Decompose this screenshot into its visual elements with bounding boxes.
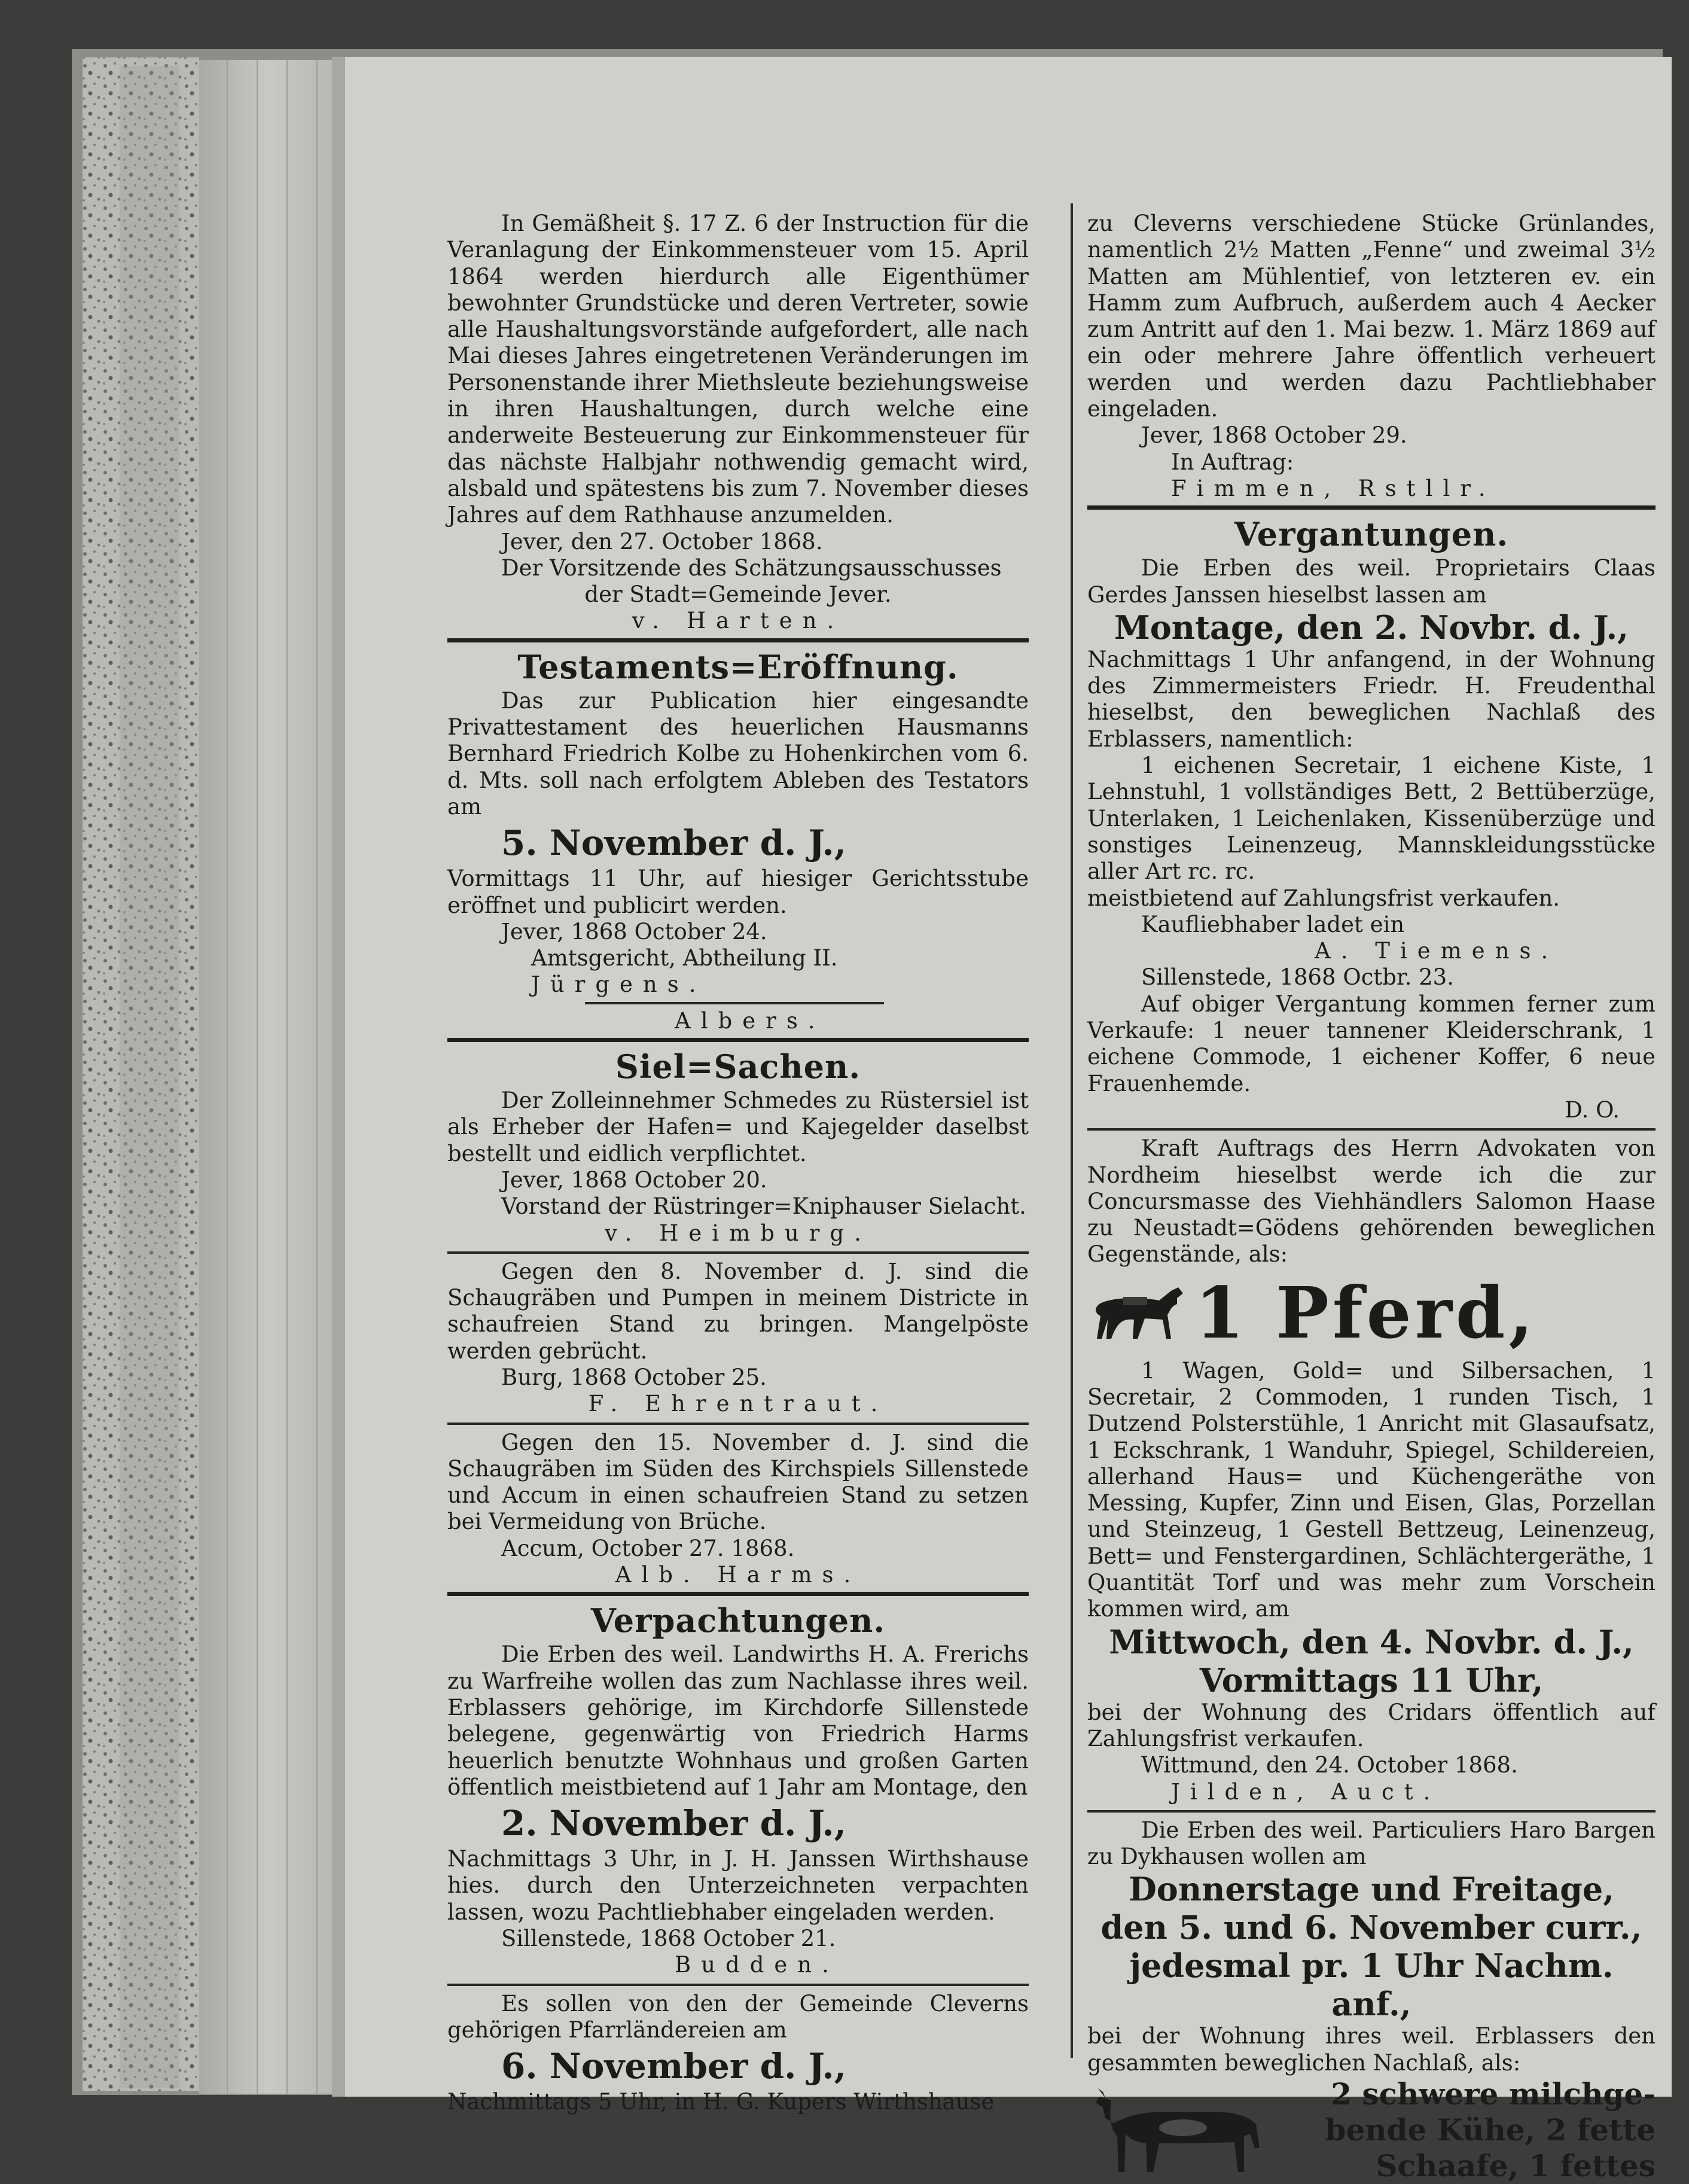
cow-line: Schaafe, 1 fettes (1376, 2148, 1656, 2184)
notice-text: Das zur Publication hier eingesandte Privattestament des heuerlichen Hausmanns Bernhard Friedrich Kolbe zu Hohenkirchen vom 6. d. Mts. soll nach erfolgtem Ableben des Testators am (447, 687, 1029, 820)
section-rule (447, 1592, 1029, 1596)
notice-date: Jever, 1868 October 29. (1141, 422, 1407, 449)
notice-text: Nachmittags 3 Uhr, in J. H. Janssen Wirthshause hies. durch den Unterzeichneten verpachten lassen, wozu Pachtliebhaber eingeladen werden. (447, 1846, 1029, 1925)
notice-date: Wittmund, den 24. October 1868. (1141, 1752, 1518, 1778)
notice-text: meistbietend auf Zahlungsfrist verkaufen. (1087, 885, 1560, 911)
right-column (1087, 211, 1656, 2184)
notice-testament (447, 646, 1029, 1034)
notice-name: A. Tiemens. (1315, 938, 1559, 964)
notice-date: Sillenstede, 1868 October 21. (501, 1926, 836, 1952)
notice-signature: Der Vorsitzende des Schätzungsausschusses (501, 555, 1002, 581)
notice-date-large: 6. November d. J., (501, 2046, 846, 2087)
notice-rule (447, 1423, 1029, 1425)
notice-name: v. Heimburg. (605, 1220, 871, 1246)
notice-text: bei der Wohnung ihres weil. Erblassers den gesammten beweglichen Nachlaß, als: (1087, 2023, 1656, 2076)
section-rule (1087, 505, 1656, 510)
notice-initials: D. O. (1565, 1096, 1620, 1123)
notice-name: Albers. (675, 1007, 825, 1034)
section-rule (447, 638, 1029, 642)
notice-rule (447, 1251, 1029, 1254)
notice-income-tax (447, 211, 1029, 635)
notice-items: 1 Wagen, Gold= und Silbersachen, 1 Secretair, 2 Commoden, 1 runden Tisch, 1 Dutzend Polsterstühle, 1 Anricht mit Glasaufsatz, 1 Eckschrank, 1 Wanduhr, Spiegel, Schildereien, allerhand Haus= und Küchengeräthe von Messing, Kupfer, Zinn und Eisen, Glas, Porzellan und Steinzeug, 1 Gestell Bettzeug, Leinenzeug, Bett= und Fenstergardinen, Schlächtergeräthe, 1 Quantität Torf und was mehr zum Vorschein kommen wird, am (1087, 1357, 1656, 1622)
notice-text: bei der Wohnung des Cridars öffentlich auf Zahlungsfrist verkaufen. (1087, 1699, 1656, 1752)
notice-signature: der Stadt=Gemeinde Jever. (584, 581, 892, 608)
notice-court: Amtsgericht, Abtheilung II. (531, 945, 838, 971)
notice-horse-headline: 1 Pferd, (1195, 1271, 1537, 1354)
notice-text: Nachmittags 1 Uhr anfangend, in der Wohnung des Zimmermeisters Friedr. H. Freudenthal hieselbst, den beweglichen Nachlaß des Erblassers, namentlich: (1087, 646, 1656, 752)
notice-date: Jever, 1868 October 20. (501, 1166, 767, 1193)
notice-name: Budden. (675, 1952, 839, 1978)
notice-date-large: 2. November d. J., (501, 1803, 846, 1844)
notice-clevern-continued (1087, 211, 1656, 502)
notice-date-large: Donnerstage und Freitage, (1128, 1870, 1615, 1909)
notice-rule (1087, 1128, 1656, 1131)
cow-headline (1267, 2076, 1656, 2184)
notice-text: Es sollen von den der Gemeinde Cleverns gehörigen Pfarrländereien am (447, 1990, 1029, 2043)
section-heading: Verpachtungen. (590, 1601, 886, 1640)
notice-text: Kaufliebhaber ladet ein (1141, 911, 1405, 937)
notice-date-large: Mittwoch, den 4. Novbr. d. J., (1109, 1622, 1634, 1661)
notice-time-large: Vormittags 11 Uhr, (1199, 1661, 1544, 1699)
notice-date: Sillenstede, 1868 Octbr. 23. (1141, 964, 1454, 991)
notice-date: Accum, October 27. 1868. (501, 1535, 795, 1561)
notice-text: Gegen den 15. November d. J. sind die Schaugräben im Süden des Kirchspiels Sillenstede und Accum in einen schaufreien Stand zu setzen bei Vermeidung von Brüche. (447, 1429, 1029, 1535)
notice-text: Die Erben des weil. Proprietairs Claas Gerdes Janssen hieselbst lassen am (1087, 555, 1656, 608)
notice-items: 1 eichenen Secretair, 1 eichene Kiste, 1 Lehnstuhl, 1 vollständiges Bett, 2 Bettüberzüge, Unterlaken, 1 Leichenlaken, Kissenüberzüge und sonstiges Leinenzeug, Mannskleidungsstücke aller Art rc. rc. (1087, 753, 1656, 885)
notice-name: Jürgens. (531, 971, 706, 998)
section-heading: Siel=Sachen. (615, 1047, 861, 1086)
signature-rule (585, 1002, 884, 1004)
notice-date: Jever, 1868 October 24. (501, 918, 767, 945)
section-heading: Vergantungen. (1234, 515, 1509, 554)
cow-line: bende Kühe, 2 fette (1325, 2112, 1656, 2148)
notice-verpachtungen (447, 1600, 1029, 1978)
notice-date-large: 5. November d. J., (501, 823, 846, 864)
notice-name: Fimmen, Rstllr. (1171, 475, 1496, 501)
notice-name: v. Harten. (632, 608, 844, 634)
horse-row (1087, 1268, 1656, 1358)
notice-nachlass-dykhausen (1087, 1817, 1656, 2184)
notice-signature: In Auftrag: (1171, 449, 1294, 475)
notice-text: Die Erben des weil. Landwirths H. A. Frerichs zu Warfreihe wollen das zum Nachlasse ihres weil. Erblassers gehörige, im Kirchdorfe Sillenstede belegene, gegenwärtig von Friedrich Harms heuerlich benutzte Wohnhaus und großen Garten öffentlich meistbietend auf 1 Jahr am Montage, den (447, 1641, 1029, 1800)
notice-text: Nachmittags 5 Uhr, in H. G. Kupers Wirthshause (447, 2089, 995, 2115)
notice-text: Gegen den 8. November d. J. sind die Schaugräben und Pumpen in meinem Districte in schaufreien Stand zu bringen. Mangelpöste werden gebrücht. (447, 1258, 1029, 1364)
cow-row (1087, 2076, 1656, 2184)
notice-text: Kraft Auftrags des Herrn Advokaten von Nordheim hieselbst werde ich die zur Concursmasse des Viehhändlers Salomon Haase zu Neustadt=Gödens gehörenden beweglichen Gegenstände, als: (1087, 1135, 1656, 1268)
notice-rule (447, 1984, 1029, 1986)
notice-rule (1087, 1810, 1656, 1813)
notice-signature: Vorstand der Rüstringer=Kniphauser Sielacht. (501, 1193, 1026, 1220)
notice-pfarrlaendereien (447, 1991, 1029, 2116)
notice-name: F. Ehrentraut. (588, 1391, 888, 1417)
notice-name: Jilden, Auct. (1171, 1778, 1441, 1805)
notice-date: Jever, den 27. October 1868. (501, 528, 823, 555)
section-heading: Testaments=Eröffnung. (517, 647, 959, 686)
notice-text: Auf obiger Vergantung kommen ferner zum Verkaufe: 1 neuer tannener Kleiderschrank, 1 eichene Commode, 1 eichener Koffer, 6 neue Frauenhemde. (1087, 991, 1656, 1096)
notice-vergantungen (1087, 513, 1656, 1123)
notice-text: In Gemäßheit §. 17 Z. 6 der Instruction für die Veranlagung der Einkommensteuer vom 15. April 1864 werden hierdurch alle Eigenthümer bewohnter Grundstücke und deren Vertreter, sowie alle Haushaltungsvorstände aufgefordert, alle nach Mai dieses Jahres eingetretenen Veränderungen im Personenstande ihrer Miethsleute beziehungsweise in ihren Haushaltungen, durch welche eine anderweite Besteuerung zur Einkommensteuer für das nächste Halbjahr nothwendig gemacht wird, alsbald und spätestens bis zum 7. November dieses Jahres auf dem Rathhause anzumelden. (447, 211, 1029, 528)
notice-text: Die Erben des weil. Particuliers Haro Bargen zu Dykhausen wollen am (1087, 1817, 1656, 1870)
notice-text: Der Zolleinnehmer Schmedes zu Rüstersiel ist als Erheber der Hafen= und Kajegelder daselbst bestellt und eidlich verpflichtet. (447, 1088, 1029, 1166)
left-column (447, 211, 1029, 2116)
notice-date-large: den 5. und 6. November curr., (1100, 1908, 1642, 1947)
cow-line: 2 schwere milchge- (1331, 2076, 1656, 2112)
horse-icon (1087, 1280, 1195, 1346)
notice-schaugraeben-accum (447, 1430, 1029, 1589)
notice-date: Burg, 1868 October 25. (501, 1364, 767, 1390)
notice-concursmasse (1087, 1135, 1656, 1805)
notice-name: Alb. Harms. (615, 1562, 861, 1588)
notice-date-large: Montage, den 2. Novbr. d. J., (1114, 608, 1629, 647)
notice-schaugraeben-burg (447, 1259, 1029, 1418)
notice-time-large: jedesmal pr. 1 Uhr Nachm. anf., (1129, 1947, 1614, 2024)
notice-siel (447, 1046, 1029, 1247)
notice-text: Vormittags 11 Uhr, auf hiesiger Gerichtsstube eröffnet und publicirt werden. (447, 866, 1029, 918)
section-rule (447, 1038, 1029, 1042)
notice-text: zu Cleverns verschiedene Stücke Grünlandes, namentlich 2½ Matten „Fenne“ und zweimal 3½ Matten am Mühlentief, von letzteren ev. ein Hamm zum Aufbruch, außerdem auch 4 Aecker zum Antritt auf den 1. Mai bezw. 1. März 1869 auf ein oder mehrere Jahre öffentlich verheuert werden und werden dazu Pachtliebhaber eingeladen. (1087, 211, 1656, 422)
cow-icon (1087, 2076, 1267, 2178)
